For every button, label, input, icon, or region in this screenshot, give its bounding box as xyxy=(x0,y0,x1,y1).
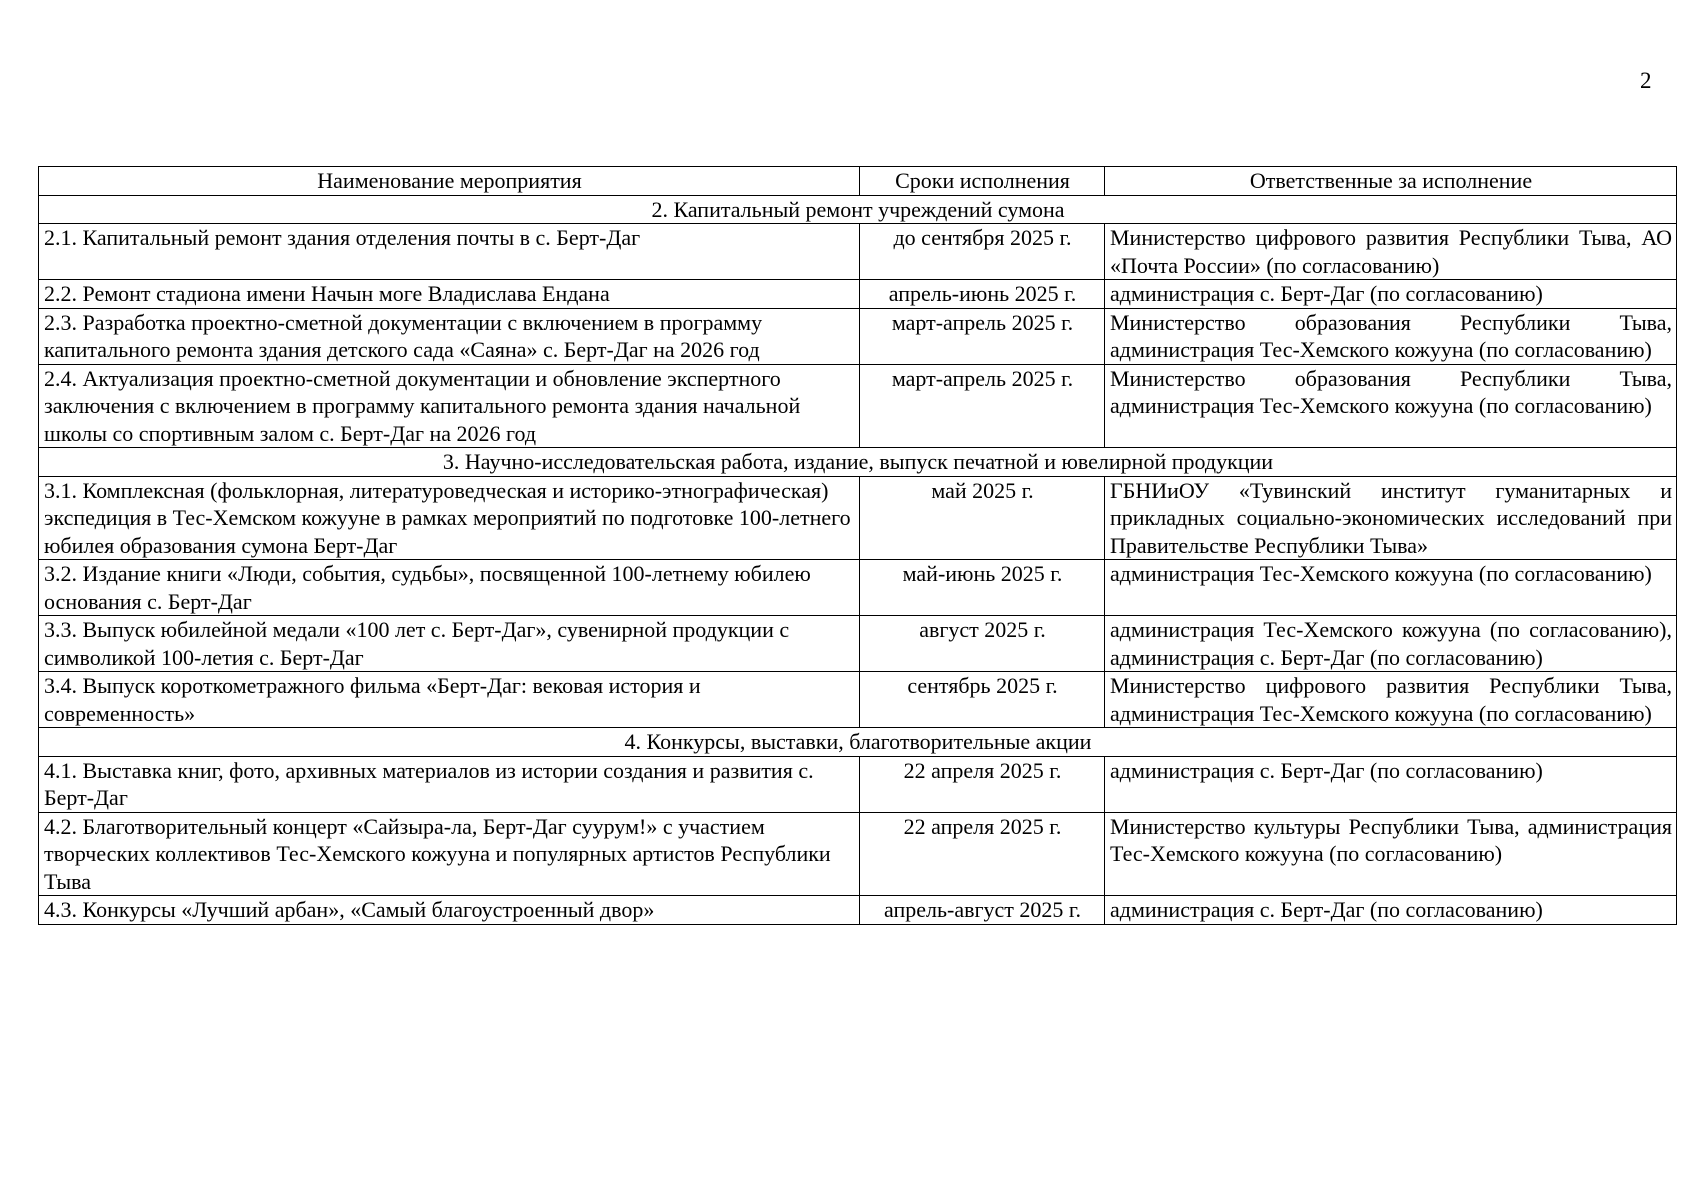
event-responsible: Министерство культуры Республики Тыва, администрация Тес-Хемского кожууна (по согласованию) xyxy=(1105,812,1677,896)
event-name: 3.2. Издание книги «Люди, события, судьбы», посвященной 100-летнему юбилею основания с. Берт-Даг xyxy=(39,560,860,616)
event-term: апрель-август 2025 г. xyxy=(860,896,1105,925)
table-row xyxy=(39,476,1677,560)
table-row xyxy=(39,280,1677,309)
table-row xyxy=(39,896,1677,925)
event-responsible: администрация с. Берт-Даг (по согласованию) xyxy=(1105,280,1677,309)
event-responsible: администрация Тес-Хемского кожууна (по согласованию), администрация с. Берт-Даг (по согласованию) xyxy=(1105,616,1677,672)
table-row xyxy=(39,616,1677,672)
header-responsible: Ответственные за исполнение xyxy=(1105,167,1677,196)
event-responsible: администрация с. Берт-Даг (по согласованию) xyxy=(1105,896,1677,925)
event-name: 4.3. Конкурсы «Лучший арбан», «Самый благоустроенный двор» xyxy=(39,896,860,925)
page-number: 2 xyxy=(1640,68,1652,93)
event-responsible: Министерство цифрового развития Республики Тыва, администрация Тес-Хемского кожууна (по согласованию) xyxy=(1105,672,1677,728)
section-title: 4. Конкурсы, выставки, благотворительные акции xyxy=(39,728,1677,757)
table-row xyxy=(39,560,1677,616)
section-row xyxy=(39,195,1677,224)
event-responsible: Министерство образования Республики Тыва, администрация Тес-Хемского кожууна (по согласованию) xyxy=(1105,308,1677,364)
event-name: 4.2. Благотворительный концерт «Сайзыра-ла, Берт-Даг суурум!» с участием творческих коллективов Тес-Хемского кожууна и популярных артистов Республики Тыва xyxy=(39,812,860,896)
event-name: 3.3. Выпуск юбилейной медали «100 лет с. Берт-Даг», сувенирной продукции с символикой 100-летия с. Берт-Даг xyxy=(39,616,860,672)
event-responsible: администрация с. Берт-Даг (по согласованию) xyxy=(1105,756,1677,812)
event-term: май-июнь 2025 г. xyxy=(860,560,1105,616)
table-row xyxy=(39,364,1677,448)
event-term: сентябрь 2025 г. xyxy=(860,672,1105,728)
event-term: март-апрель 2025 г. xyxy=(860,364,1105,448)
event-name: 2.3. Разработка проектно-сметной документации с включением в программу капитального ремонта здания детского сада «Саяна» с. Берт-Даг на 2026 год xyxy=(39,308,860,364)
event-term: до сентября 2025 г. xyxy=(860,224,1105,280)
event-name: 2.1. Капитальный ремонт здания отделения почты в с. Берт-Даг xyxy=(39,224,860,280)
event-term: март-апрель 2025 г. xyxy=(860,308,1105,364)
section-title: 3. Научно-исследовательская работа, издание, выпуск печатной и ювелирной продукции xyxy=(39,448,1677,477)
section-title: 2. Капитальный ремонт учреждений сумона xyxy=(39,195,1677,224)
table-row xyxy=(39,812,1677,896)
event-name: 2.4. Актуализация проектно-сметной документации и обновление экспертного заключения с включением в программу капитального ремонта здания начальной школы со спортивным залом с. Берт-Даг на 2026 год xyxy=(39,364,860,448)
events-table xyxy=(38,166,1677,925)
table-header-row xyxy=(39,167,1677,196)
table-row xyxy=(39,224,1677,280)
event-term: апрель-июнь 2025 г. xyxy=(860,280,1105,309)
event-responsible: Министерство цифрового развития Республики Тыва, АО «Почта России» (по согласованию) xyxy=(1105,224,1677,280)
event-name: 4.1. Выставка книг, фото, архивных материалов из истории создания и развития с. Берт-Даг xyxy=(39,756,860,812)
section-row xyxy=(39,448,1677,477)
table-row xyxy=(39,308,1677,364)
table-row xyxy=(39,756,1677,812)
event-name: 2.2. Ремонт стадиона имени Начын моге Владислава Ендана xyxy=(39,280,860,309)
event-responsible: ГБНИиОУ «Тувинский институт гуманитарных и прикладных социально-экономических исследований при Правительстве Республики Тыва» xyxy=(1105,476,1677,560)
event-name: 3.4. Выпуск короткометражного фильма «Берт-Даг: вековая история и современность» xyxy=(39,672,860,728)
event-responsible: администрация Тес-Хемского кожууна (по согласованию) xyxy=(1105,560,1677,616)
event-term: 22 апреля 2025 г. xyxy=(860,812,1105,896)
event-term: 22 апреля 2025 г. xyxy=(860,756,1105,812)
event-term: май 2025 г. xyxy=(860,476,1105,560)
header-term: Сроки исполнения xyxy=(860,167,1105,196)
event-name: 3.1. Комплексная (фольклорная, литературоведческая и историко-этнографическая) экспедиция в Тес-Хемском кожууне в рамках мероприятий по подготовке 100-летнего юбилея образования сумона Берт-Даг xyxy=(39,476,860,560)
event-term: август 2025 г. xyxy=(860,616,1105,672)
table-row xyxy=(39,672,1677,728)
header-name: Наименование мероприятия xyxy=(39,167,860,196)
section-row xyxy=(39,728,1677,757)
event-responsible: Министерство образования Республики Тыва, администрация Тес-Хемского кожууна (по согласованию) xyxy=(1105,364,1677,448)
